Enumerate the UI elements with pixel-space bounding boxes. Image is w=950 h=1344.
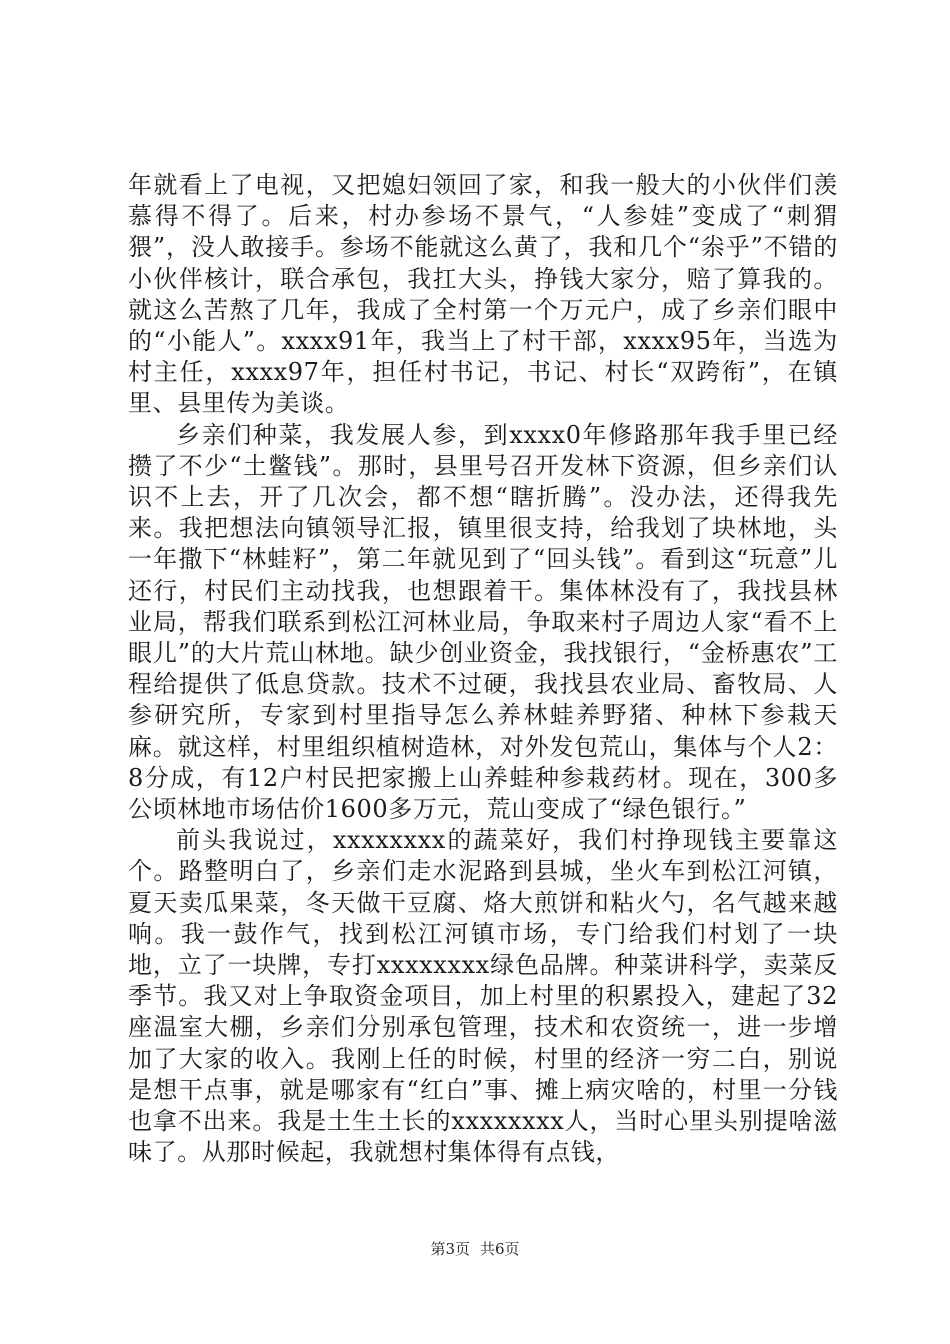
paragraph-3: 前头我说过，xxxxxxxx的蔬菜好，我们村挣现钱主要靠这个。路整明白了，乡亲们走水泥路到县城，坐火车到松江河镇，夏天卖瓜果菜，冬天做干豆腐、烙大煎饼和粘火勺，名气越来越响。我一鼓作气，找到松江河镇市场，专门给我们村划了一块地，立了一块牌，专打xxxxxxxx绿色品牌。种菜讲科学，卖菜反季节。我又对上争取资金项目，加上村里的积累投入，建起了32座温室大棚，乡亲们分别承包管理，技术和农资统一，进一步增加了大家的收入。我刚上任的时候，村里的经济一穷二白，别说是想干点事，就是哪家有“红白”事、摊上病灾啥的，村里一分钱也拿不出来。我是土生土长的xxxxxxxx人，当时心里头别提啥滋味了。从那时候起，我就想村集体得有点钱， <box>128 826 838 1167</box>
page-number: 第3页 <box>430 1240 470 1258</box>
paragraph-1: 年就看上了电视，又把媳妇领回了家，和我一般大的小伙伴们羡慕得不得了。后来，村办参场不景气，“人参娃”变成了“刺猬猥”，没人敢接手。参场不能就这么黄了，我和几个“尜乎”不错的小伙伴核计，联合承包，我扛大头，挣钱大家分，赔了算我的。就这么苦熬了几年，我成了全村第一个万元户，成了乡亲们眼中的“小能人”。xxxx91年，我当上了村干部，xxxx95年，当选为村主任，xxxx97年，担任村书记，书记、村长“双跨衔”，在镇里、县里传为美谈。 <box>128 171 838 418</box>
page-footer <box>0 1239 950 1259</box>
document-body <box>128 170 838 1169</box>
paragraph-2: 乡亲们种菜，我发展人参，到xxxx0年修路那年我手里已经攒了不少“土鳖钱”。那时，县里号召开发林下资源，但乡亲们认识不上去，开了几次会，都不想“瞎折腾”。没办法，还得我先来。我把想法向镇领导汇报，镇里很支持，给我划了块林地，头一年撒下“林蛙籽”，第二年就见到了“回头钱”。看到这“玩意”儿还行，村民们主动找我，也想跟着干。集体林没有了，我找县林业局，帮我们联系到松江河林业局，争取来村子周边人家“看不上眼儿”的大片荒山林地。缺少创业资金，我找银行，“金桥惠农”工程给提供了低息贷款。技术不过硬，我找县农业局、畜牧局、人参研究所，专家到村里指导怎么养林蛙养野猪、种林下参栽天麻。就这样，村里组织植树造林，对外发包荒山，集体与个人2：8分成，有12户村民把家搬上山养蛙种参栽药材。现在，300多公顷林地市场估价1600多万元，荒山变成了“绿色银行。” <box>128 420 838 824</box>
page-total: 共6页 <box>480 1240 520 1258</box>
